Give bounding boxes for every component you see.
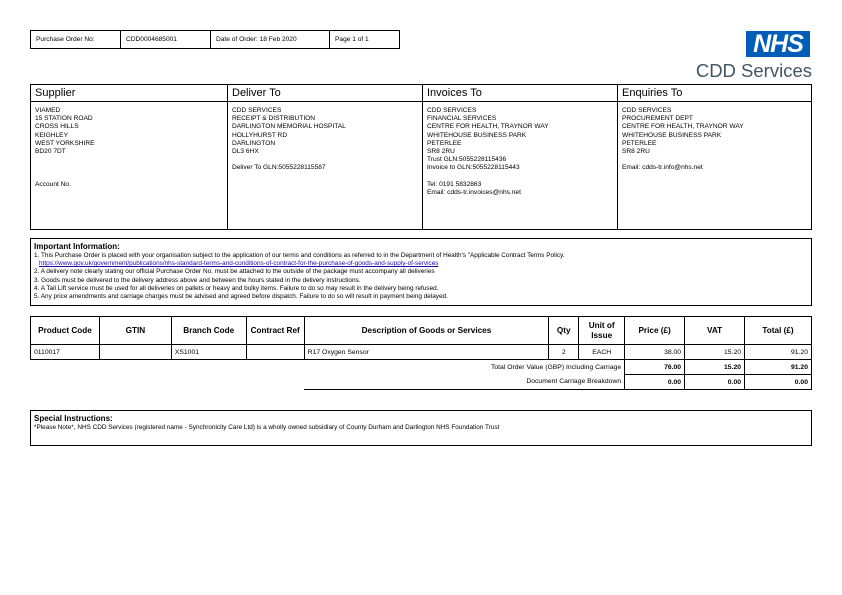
invoices-email: Email: cdds-tr.invoices@nhs.net [427, 189, 521, 197]
important-information-box [30, 238, 812, 306]
table-header-row [31, 317, 812, 345]
header-unit-of-issue: Unit of Issue [579, 317, 625, 345]
cell-vat: 15.20 [685, 345, 745, 360]
deliver-column [227, 85, 422, 229]
supplier-line: CROSS HILLS [35, 123, 79, 131]
supplier-line: WEST YORKSHIRE [35, 139, 95, 147]
important-line-2: 2. A delivery note clearly stating our official Purchase Order No. must be attached to the outside of the package must accompany all deliveries [34, 268, 435, 276]
deliver-line: DL3 6HX [232, 148, 259, 156]
header-contract-ref: Contract Ref [246, 317, 304, 345]
cdd-services-logo: CDD Services [695, 60, 812, 81]
carriage-label: Document Carriage Breakdown [304, 375, 625, 390]
carriage-price: 0.00 [625, 375, 685, 390]
supplier-line: KEIGHLEY [35, 131, 68, 139]
total-order-row [31, 360, 812, 375]
deliver-line: CDD SERVICES [232, 107, 282, 114]
cell-price: 38.00 [625, 345, 685, 360]
invoices-line: Invoice to GLN:5055228115443 [427, 164, 520, 172]
header-total: Total (£) [745, 317, 812, 345]
invoices-column [422, 85, 617, 229]
address-table [30, 84, 812, 230]
enquiries-line: WHITEHOUSE BUSINESS PARK [622, 131, 722, 139]
header-vat: VAT [685, 317, 745, 345]
page-number: Page 1 of 1 [329, 30, 400, 49]
invoices-line: WHITEHOUSE BUSINESS PARK [427, 131, 527, 139]
important-line-4: 4. A Tail Lift service must be used for all deliveries on pallets or heavy and bulky items. Failure to do so may result in the delivery being refused. [34, 284, 439, 292]
deliver-line: DARLINGTON [232, 139, 276, 147]
cell-description: R17 Oxygen Sensor [304, 345, 549, 360]
cell-qty: 2 [549, 345, 579, 360]
enquiries-email: Email: cdds-tr.info@nhs.net [622, 164, 703, 172]
cell-branch-code: XS1001 [171, 345, 246, 360]
important-line-3: 3. Goods must be delivered to the delivery address above and between the hours stated in the delivery instructions. [34, 276, 361, 284]
invoices-line: PETERLEE [427, 139, 462, 147]
header-product-code: Product Code [31, 317, 100, 345]
table-row [31, 345, 812, 360]
invoices-heading: Invoices To [423, 85, 617, 102]
enquiries-heading: Enquiries To [618, 85, 811, 102]
supplier-heading: Supplier [31, 85, 227, 102]
po-number-label: Purchase Order No: [30, 30, 121, 49]
cell-contract-ref [246, 345, 304, 360]
header-gtin: GTIN [99, 317, 171, 345]
order-date: Date of Order: 18 Feb 2020 [210, 30, 330, 49]
special-instructions-box [30, 410, 812, 446]
deliver-line: DARLINGTON MEMORIAL HOSPITAL [232, 123, 346, 131]
invoices-line: CDD SERVICES [427, 107, 477, 114]
carriage-total: 0.00 [745, 375, 812, 390]
header-price: Price (£) [625, 317, 685, 345]
supplier-column [31, 85, 227, 229]
special-instructions-title: Special Instructions: [34, 414, 113, 423]
deliver-line: RECEIPT & DISTRIBUTION [232, 115, 316, 123]
nhs-logo: NHS [746, 31, 810, 57]
invoices-line: FINANCIAL SERVICES [427, 115, 497, 123]
deliver-heading: Deliver To [228, 85, 422, 102]
supplier-line: VIAMED [35, 107, 61, 114]
important-line-1: 1. This Purchase Order is placed with your organisation subject to the application of our terms and conditions as referred to in the Department of Health's "Applicable Contract Terms Policy. [34, 252, 565, 259]
enquiries-line: PETERLEE [622, 139, 657, 147]
order-items-table [30, 316, 812, 390]
enquiries-line: SR8 2RU [622, 148, 650, 156]
total-order-price: 76.00 [625, 360, 685, 375]
header-branch-code: Branch Code [171, 317, 246, 345]
invoices-line: CENTRE FOR HEALTH, TRAYNOR WAY [427, 123, 549, 131]
enquiries-line: CENTRE FOR HEALTH, TRAYNOR WAY [622, 123, 744, 131]
deliver-gln: Deliver To GLN:5055228115587 [232, 164, 326, 172]
po-number-value: CDD0004685001 [120, 30, 211, 49]
invoices-line: SR8 2RU [427, 148, 455, 156]
enquiries-line: PROCUREMENT DEPT [622, 115, 693, 123]
terms-link[interactable]: https://www.gov.uk/government/publications/nhs-standard-terms-and-conditions-of-contract-for-the-purchase-of-goods-and-supply-of-services [39, 260, 439, 268]
invoices-tel: Tel: 0191 5832863 [427, 180, 482, 188]
supplier-line: 15 STATION ROAD [35, 115, 93, 123]
enquiries-column [617, 85, 811, 229]
deliver-line: HOLLYHURST RD [232, 131, 288, 139]
cell-total: 91.20 [745, 345, 812, 360]
cell-gtin [99, 345, 171, 360]
cell-product-code: 0110017 [31, 345, 100, 360]
total-order-total: 91.20 [745, 360, 812, 375]
total-order-label: Total Order Value (GBP) Including Carriage [304, 360, 625, 375]
important-line-5: 5. Any price amendments and carriage charges must be advised and agreed before dispatch. Failure to do so will result in payment being delayed. [34, 293, 448, 301]
total-order-vat: 15.20 [685, 360, 745, 375]
supplier-line: BD20 7DT [35, 148, 66, 156]
header-qty: Qty [549, 317, 579, 345]
invoices-line: Trust GLN:5055228115436 [427, 156, 507, 164]
important-information-title: Important Information: [34, 242, 120, 251]
enquiries-line: CDD SERVICES [622, 107, 672, 114]
carriage-row [31, 375, 812, 390]
supplier-account-label: Account No. [35, 180, 71, 188]
header-description: Description of Goods or Services [304, 317, 549, 345]
carriage-vat: 0.00 [685, 375, 745, 390]
special-instructions-text: *Please Note*, NHS CDD Services (registered name - Synchronicity Care Ltd) is a wholly owned subsidiary of County Durham and Darlington NHS Foundation Trust [34, 424, 500, 431]
cell-unit-of-issue: EACH [579, 345, 625, 360]
